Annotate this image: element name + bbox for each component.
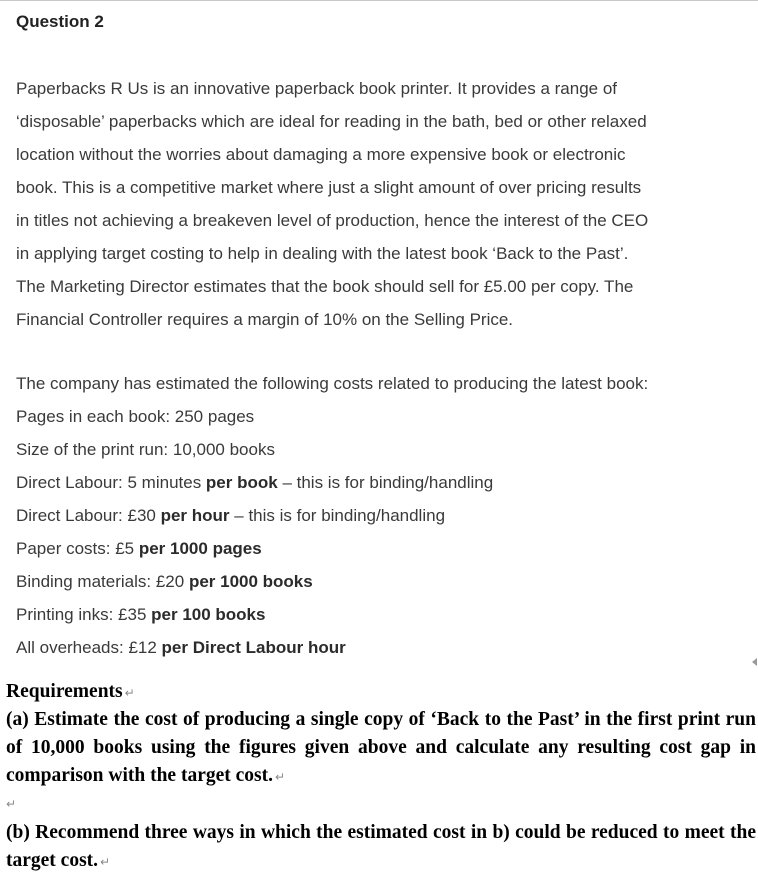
intro-line: Paperbacks R Us is an innovative paperback book printer. It provides a range of (16, 79, 618, 98)
cost-label: Size of the print run: 10,000 books (16, 440, 275, 459)
scroll-edge-marker (752, 658, 757, 666)
cost-note: – this is for binding/handling (277, 473, 494, 492)
cost-item (16, 405, 254, 429)
requirement-a (6, 706, 756, 791)
intro-line: location without the worries about damaging a more expensive book or electronic (16, 145, 626, 164)
cost-unit: per Direct Labour hour (161, 638, 346, 657)
question-title: Question 2 (16, 12, 104, 31)
cost-item (16, 636, 346, 660)
intro-line: ‘disposable’ paperbacks which are ideal for reading in the bath, bed or other relaxed (16, 112, 647, 131)
paragraph-mark-icon: ↵ (275, 770, 286, 784)
cost-item (16, 570, 313, 594)
cost-label: Direct Labour: 5 minutes (16, 473, 206, 492)
cost-label: Printing inks: £35 (16, 605, 152, 624)
cost-label: Binding materials: £20 (16, 572, 189, 591)
requirement-b-text: (b) Recommend three ways in which the estimated cost in b) could be reduced to meet the target cost. (6, 822, 756, 871)
requirement-b (6, 819, 756, 876)
cost-item (16, 537, 262, 561)
cost-label: Paper costs: £5 (16, 539, 139, 558)
intro-line: book. This is a competitive market where just a slight amount of over pricing results (16, 178, 642, 197)
intro-line: The Marketing Director estimates that the book should sell for £5.00 per copy. The (16, 277, 634, 296)
paragraph-mark-icon: ↵ (6, 797, 17, 811)
intro-line: in applying target costing to help in dealing with the latest book ‘Back to the Past’. (16, 244, 629, 263)
intro-line: Financial Controller requires a margin of 10% on the Selling Price. (16, 310, 514, 329)
cost-label: Direct Labour: £30 (16, 506, 161, 525)
cost-item (16, 504, 445, 528)
cost-note: – this is for binding/handling (229, 506, 446, 525)
intro-paragraph (16, 72, 736, 336)
cost-item (16, 603, 265, 627)
cost-unit: per hour (160, 506, 230, 525)
requirement-a-text: (a) Estimate the cost of producing a single copy of ‘Back to the Past’ in the first print run of 10,000 books using the figures given above and calculate any resulting cost gap in comparison with the target cost. (6, 709, 756, 786)
intro-line: in titles not achieving a breakeven level of production, hence the interest of the CEO (16, 211, 649, 230)
cost-item (16, 471, 493, 495)
cost-item (16, 438, 275, 462)
cost-label: Pages in each book: 250 pages (16, 407, 255, 426)
cost-unit: per 100 books (151, 605, 266, 624)
empty-paragraph (6, 790, 756, 817)
cost-unit: per 1000 books (188, 572, 313, 591)
costs-intro: The company has estimated the following costs related to producing the latest book: (16, 374, 649, 393)
cost-unit: per 1000 pages (138, 539, 262, 558)
cost-label: All overheads: £12 (16, 638, 162, 657)
top-border (0, 0, 758, 1)
paragraph-mark-icon: ↵ (124, 686, 135, 700)
requirements-title (6, 679, 756, 706)
requirements-title-text: Requirements (6, 681, 123, 702)
paragraph-mark-icon: ↵ (100, 855, 111, 869)
cost-unit: per book (205, 473, 278, 492)
